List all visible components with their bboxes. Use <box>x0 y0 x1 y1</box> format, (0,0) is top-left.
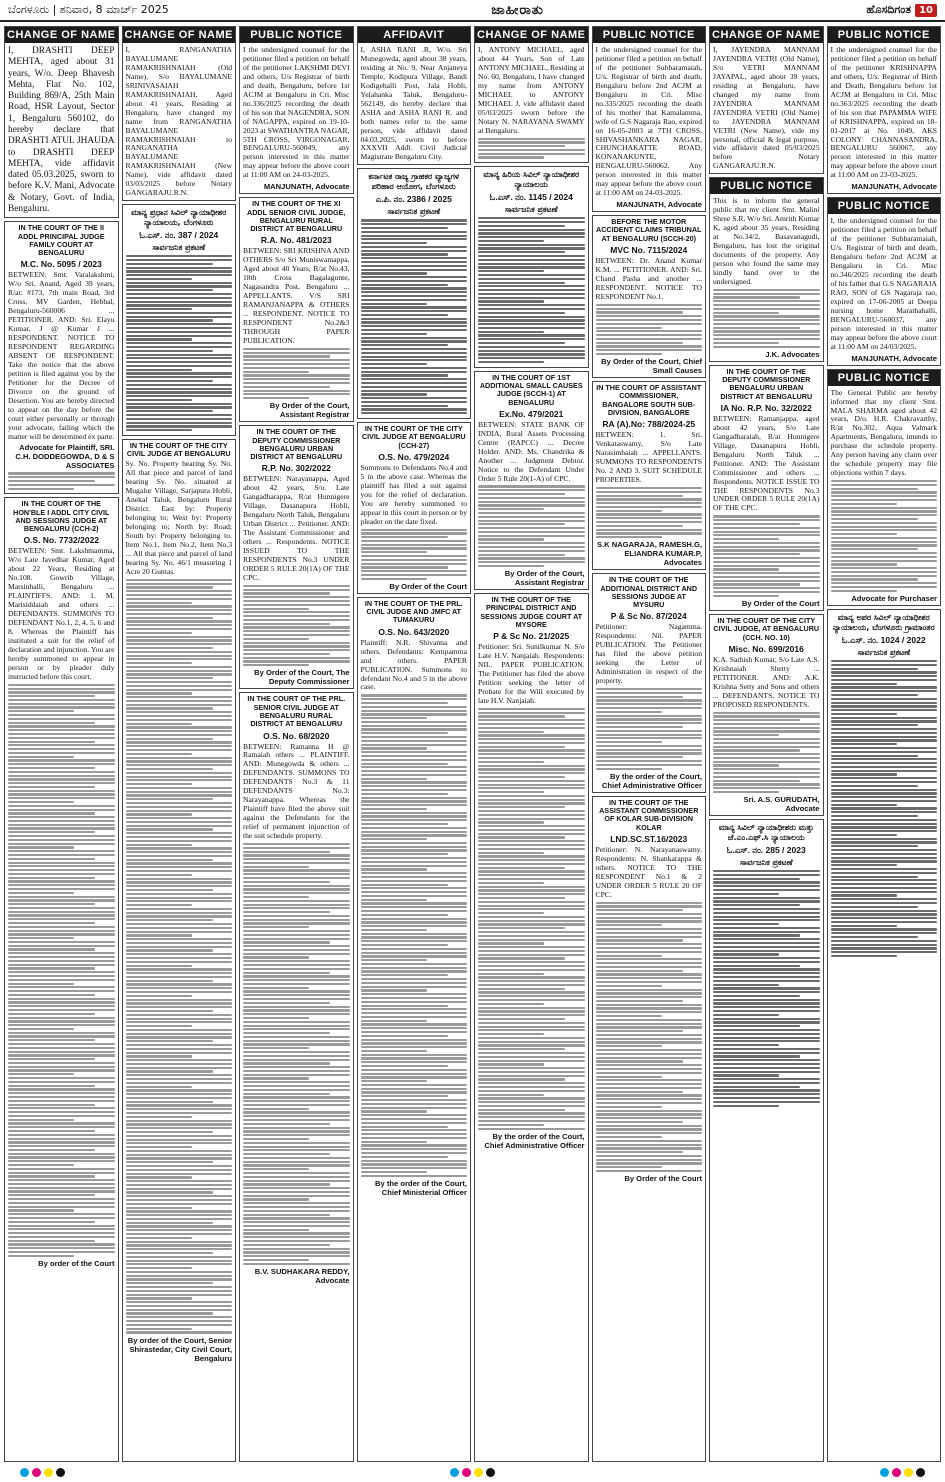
cyan-dot <box>450 1468 459 1477</box>
notice-title: PUBLIC NOTICE <box>828 27 941 43</box>
color-dots-left <box>20 1466 65 1478</box>
notice-signature: By Order of the Court <box>389 581 467 591</box>
yellow-dot <box>474 1468 483 1477</box>
kolar-commissioner-notice <box>592 796 707 1462</box>
case-number: ಎ.ಪಿ. ನಂ. 2386 / 2025 <box>375 194 452 205</box>
case-number: IA No. R.P. No. 32/2022 <box>720 402 812 413</box>
case-number: O.S. No. 479/2024 <box>378 451 450 462</box>
notice-signature: Advocate for Plaintiff, SRI. C.H. DODDEGOWDA, D & S ASSOCIATES <box>15 443 115 471</box>
notice-signature: By the order of the Court, Chief Administrative Officer <box>601 771 702 790</box>
page-number-badge: 10 <box>915 4 937 17</box>
text-filler <box>478 217 585 363</box>
court-heading: IN THE COURT OF THE CITY CIVIL JUDGE, AT BENGALURU (CCH. NO. 10) <box>713 615 820 642</box>
court-heading: IN THE COURT OF THE CITY CIVIL JUDGE AT BENGALURU <box>126 440 231 459</box>
case-number: R.P. No. 302/2022 <box>261 463 331 474</box>
court-heading: IN THE COURT OF THE DEPUTY COMMISSIONER BENGALURU URBAN DISTRICT AT BENGALURU <box>720 366 813 401</box>
text-filler <box>713 712 820 794</box>
kannada-notice-label: ಸಾರ್ವಜನಿಕ ಪ್ರಕಟಣೆ <box>857 647 911 657</box>
property-schedule-notice <box>122 439 237 1462</box>
notice-body: I the undersigned counsel for the petitioner filed a petition on behalf of the petitioner Subbaramaiah, U/s. Registrar of birth and death, Bengaluru before 2nd ACJM at Bengaluru in Cri. Misc no.335/2025 recording the death of his mother that Kamalamma, wife of G.S Nagaraja Rao, expired on 16-05-2003 at 7TH CROSS, SHIVASHANKARA NAGAR, CHUNCHAKATTE ROAD, KONANAKUNTE, BENGALURU-560062. Any person interested in this matter may appear before the above court at 11:00 AM on 24-03-2025. <box>595 45 702 198</box>
magenta-dot <box>892 1468 901 1477</box>
notice-body: I, JAYENDRA MANNAM JAYENDRA VETRI (Old Name), S/o VETRI MANNAM JAYAPAL, aged about 39 years, residing at Bengaluru, have changed my name from JAYENDRA MANNAM JAYENDRA VETRI (Old Name) to JAYENDRA MANNAM VETRI (New Name), vide my personal, official & legal purpose, vide affidavit dated 05/03/2025 before Notary GANGARAJU.R.N. <box>713 45 820 171</box>
notice-body: Petitioner: Sri. Sunilkumar N. S/o Late H.V. Nanjaiah. Respondents: NIL. PAPER PUBLICATION. The Petitioner has filed the above Petition seeking the letter of Probate for the Will executed by late H.V. Nanjaiah. <box>478 642 585 705</box>
court-heading: IN THE COURT OF ASSISTANT COMMISSIONER, BANGALORE SOUTH SUB-DIVISION, BANGALORE <box>596 383 702 417</box>
masthead-brand-name: ಹೊಸದಿಗಂತ <box>866 3 912 16</box>
notice-body: The General Public are hereby informed that my client Smt. MALA SHARMA aged about 42 years, D/o. H.R. Chakravarthy, R/at No.302, Aqua Valmark Apartments, Bengaluru, intends to purchase the schedule property. Any person having any claim over the schedule property may file objections within 7 days. <box>830 387 937 478</box>
notice-title: PUBLIC NOTICE <box>828 198 941 214</box>
notice-signature: By Order of the Court, The Deputy Commissioner <box>254 668 350 687</box>
notice-body: I, the undersigned counsel for the petitioner filed a petition on behalf of the petitioner Subbaramaiah, U/s. Registrar of birth and death, Bengaluru before 2nd ACJM at Bengaluru in Cri. Misc no.346/2025 recording the death of his father that G.S NAGARAJA RAO, SON of GS Nagaraja rao, expired on 17-06-2005 at Deepa nursing home Marathahalli, BENGALURU-560037, any person interested in this matter may appear before the above court at 11:00 AM on 24/03/2025. <box>830 216 937 351</box>
notice-signature: Advocate for Purchaser <box>851 593 937 603</box>
kannada-notice-label: ಸಾರ್ವಜನಿಕ ಪ್ರಕಟಣೆ <box>739 858 793 868</box>
notice-body: BETWEEN: SRI KRISHNA AND OTHERS S/o Sri Muniswamappa, Aged about 40 Years, R/at No.43, 18th Cross Bagalagunte, Nagasandra Post, Bengaluru ... APPELLANTS. V/S SRI RAMANJANAPPA & OTHERS ... RESPONDENT. NOTICE TO RESPONDENT No.2&3 THROUGH PAPER PUBLICATION. <box>243 246 350 345</box>
text-filler <box>831 660 938 957</box>
cyan-dot <box>20 1468 29 1477</box>
yellow-dot <box>44 1468 53 1477</box>
text-filler <box>8 684 115 1257</box>
notice-signature: MANJUNATH, Advocate <box>851 353 937 363</box>
case-number: P & Sc No. 87/2024 <box>610 611 687 622</box>
court-heading: IN THE COURT OF THE PRINCIPAL DISTRICT AND SESSIONS JUDGE COURT AT MYSORE <box>480 595 583 629</box>
text-filler <box>596 688 703 770</box>
court-heading: BEFORE THE MOTOR ACCIDENT CLAIMS TRIBUNAL AT BENGALURU (SCCH-20) <box>596 217 702 243</box>
kannada-court-heading: ಮಾನ್ಯ ಹಿರಿಯ ಸಿವಿಲ್ ನ್ಯಾಯಾಧೀಶರ ನ್ಯಾಯಾಲಯ <box>483 170 580 190</box>
notice-title: PUBLIC NOTICE <box>710 178 823 194</box>
change-of-name-notice <box>709 26 824 174</box>
kannada-court-heading: ಮಾನ್ಯ ಸಿವಿಲ್ ನ್ಯಾಯಾಧೀಶರು ಮತ್ತು ಜೆ.ಎಂ.ಎಫ್.ಸಿ ನ್ಯಾಯಾಲಯ <box>718 823 814 843</box>
notice-title: PUBLIC NOTICE <box>593 27 706 43</box>
kannada-court-heading: ಮಾನ್ಯ ಪ್ರಧಾನ ಸಿವಿಲ್ ನ್ಯಾಯಾಧೀಶರ ನ್ಯಾಯಾಲಯ, ಬೆಂಗಳೂರು <box>131 208 227 228</box>
kannada-jmfc-notice <box>709 819 824 1462</box>
court-heading: IN THE COURT OF THE II ADDL PRINCIPAL JUDGE FAMILY COURT AT BENGALURU <box>17 223 105 258</box>
change-of-name-notice <box>4 26 119 218</box>
text-filler <box>126 579 233 1334</box>
text-filler <box>478 485 585 567</box>
notice-signature: MANJUNATH, Advocate <box>851 182 937 192</box>
text-filler <box>596 902 703 1173</box>
notice-body: I, RANGANATHA BAYALUMANE RAMAKRISHNAIAH (Old Name), S/o BAYALUMANE SRINIVASAIAH RAMAKRISHNAIAH, Aged about 41 years, Residing at Bengaluru, have changed my name from RANGANATHA BAYALUMANE RAMAKRISHNAIAH to RANGANATHA BAYALUMANE RAMAKRISHNAIAH (New Name), vide affidavit dated 03/03/2025 before Notary GANGARAJU.R.N. <box>125 45 232 198</box>
small-causes-notice <box>474 371 589 590</box>
family-court-notice <box>4 221 119 494</box>
public-notice <box>709 177 824 361</box>
notice-signature: Sri. A.S. GURUDATH, Advocate <box>743 795 820 814</box>
text-filler <box>713 515 820 597</box>
column-7 <box>709 26 824 1462</box>
notice-signature: MANJUNATH, Advocate <box>616 200 702 210</box>
notice-signature: By Order of the Court <box>741 598 820 608</box>
text-filler <box>478 708 585 1130</box>
notice-body: Summons to Defendants No.4 and 5 in the above case. Whereas the plaintiff has filed a suit against you for the relief of declaration. You are hereby summoned to appear in this court in person or by pleader on the date fixed. <box>360 462 467 526</box>
notice-signature: MANJUNATH, Advocate <box>263 182 350 192</box>
case-number: RA (A).No: 788/2024-25 <box>602 419 696 430</box>
kannada-rural-court-notice <box>827 609 942 1462</box>
case-number: O.S. No. 68/2020 <box>263 730 330 741</box>
notice-body: I, DRASHTI DEEP MEHTA, aged about 31 years, W/o. Deep Bhavesh Mehta, Flat No. 102, Building 869/A, 25th Main Road, HSR Layout, Sector 1, Bengaluru 560102, do hereby declare that DRASHTI ATUL JHAUDA to DRASHTI DEEP MEHTA, vide affidavit dated 05.03.2025, sworn to before K.V. Mani, Advocate & Notary, Govt. of India, Bengaluru. <box>8 46 115 214</box>
column-1 <box>4 26 119 1462</box>
text-filler <box>243 843 350 1265</box>
notice-body: K.A. Sathish Kumar, S/o Late A.S. Krishnaiah Shetty ... PETITIONER. AND: A.K. Krishna Setty and Sons and others ... DEFENDANTS. NOTICE TO PROPOSED RESPONDENTS. <box>713 654 820 709</box>
kannada-senior-civil-notice <box>474 166 589 367</box>
notice-columns <box>4 26 941 1462</box>
text-filler <box>243 585 350 667</box>
notice-body: Petitioner: Nagamma. Respondents: Nil. PAPER PUBLICATION. The Petitioner has filed the above petition seeking the Letter of Administration in respect of the property. <box>595 622 702 686</box>
text-filler <box>831 480 938 592</box>
masthead-section: ಜಾಹೀರಾತು <box>491 2 544 18</box>
notice-signature: By the order of the Court, Chief Administrative Officer <box>484 1131 585 1150</box>
notice-title: AFFIDAVIT <box>358 27 471 43</box>
case-number: LND.SC.ST.16/2023 <box>610 833 688 844</box>
case-number: ಓ.ಎಸ್. ನಂ. 1024 / 2022 <box>841 634 926 645</box>
court-heading: IN THE COURT OF THE XI ADDL SENIOR CIVIL JUDGE, BENGALURU RURAL DISTRICT AT BENGALURU <box>247 199 346 234</box>
notice-body: This is to inform the general public that my client Smt. Malini Shree S.R. W/o Sri. Amrith Kumar K, aged about 35 years, Residing at No.34/2, Basavanagudi, Bengaluru, has lost the original documents of the property. Any person who found the same may kindly hand over to the undersigned. <box>713 196 820 286</box>
change-of-name-notice <box>122 26 237 201</box>
tumakuru-court-notice <box>357 597 472 1462</box>
notice-signature: By Order of the Court, Chief Small Causes <box>601 357 702 376</box>
deputy-commissioner-notice <box>239 425 354 689</box>
case-number: O.S. No. 643/2020 <box>378 626 450 637</box>
kannada-notice-label: ಸಾರ್ವಜನಿಕ ಪ್ರಕಟಣೆ <box>387 207 441 217</box>
masthead-brand <box>866 3 937 17</box>
notice-body: I the undersigned counsel for the petitioner filed a petition on behalf of the petitioner LAKSHMI DEVI and others, U/s Registrar of birth and death, Bengaluru, before 1st ACJM at Bengaluru in Cri. Misc no.336/2025 recording the death of his son that NAGENDRA, SON of NAGAPPA, expired on 19-10-2023 at SWATHANTRA NAGAR, 5TH CROSS, VIRGONAGAR, BENGALURU-560049, any person interested in this matter may appear before the above court at 11:00 AM on 24-03-2025. <box>243 45 350 180</box>
notice-body: BETWEEN: 1. Sri. Venkataswamy, S/o Late Narasimhaiah ... APPELLANTS. SUMMONS TO RESPONDENTS No. 2 AND 3. SUIT SCHEDULE PROPERTIES. <box>595 430 702 485</box>
affidavit-notice <box>357 26 472 165</box>
notice-signature: J.K. Advocates <box>765 349 820 359</box>
text-filler <box>243 348 350 399</box>
notice-body: BETWEEN: Narayanappa, Aged about 42 years, S/o. Late Gangadharappa, R/at Hunnigere Village, Dasanapura Hobli, Bengaluru North Taluk, Bengaluru Urban District ... Petitioner. AND: The Assistant Commissioner and others ... Respondents. NOTICE ISSUED TO THE RESPONDENTS No.3 UNDER ORDER 5 RULE 20(1A) OF THE CPC. <box>243 474 350 582</box>
masthead-date: ಬೆಂಗಳೂರು | ಶನಿವಾರ, 8 ಮಾರ್ಚ್ 2025 <box>8 3 169 16</box>
change-of-name-notice <box>474 26 589 163</box>
kannada-court-notice <box>122 204 237 436</box>
city-civil-misc-notice <box>709 614 824 816</box>
notice-title: PUBLIC NOTICE <box>240 27 353 43</box>
notice-body: BETWEEN: Dr. Anand Kumar K.M. ... PETITIONER. AND: Sri. Chand Pasha and another ... RESPONDENT. NOTICE TO RESPONDENT No.1. <box>595 256 702 301</box>
court-heading: IN THE COURT OF 1ST ADDITIONAL SMALL CAUSES JUDGE (SCCH-1) AT BENGALURU <box>479 372 583 407</box>
notice-signature: By Order of the Court, Assistant Registrar <box>504 569 585 588</box>
notice-signature: By order of the Court <box>38 1258 115 1268</box>
case-number: ಓ.ಎಸ್. ನಂ. 387 / 2024 <box>139 230 219 241</box>
case-number: MVC No. 7115/2024 <box>610 245 688 256</box>
notice-body: BETWEEN: STATE BANK OF INDIA, Rural Assets Processing Centre (RAPCC) ... Decree Holder. AND: Ms. Chandrika & Another ... Judgment Debtor. Notice to the Defendant Under Order 5 Rule 20(1-A) of CPC. <box>478 419 585 483</box>
kannada-consumer-notice <box>357 168 472 419</box>
case-number: ಓ.ಎಸ್. ನಂ. 285 / 2023 <box>726 845 806 856</box>
black-dot <box>916 1468 925 1477</box>
notice-title: CHANGE OF NAME <box>475 27 588 43</box>
kannada-notice-label: ಸಾರ್ವಜನಿಕ ಪ್ರಕಟಣೆ <box>504 205 558 215</box>
magenta-dot <box>32 1468 41 1477</box>
column-6 <box>592 26 707 1462</box>
notice-body: BETWEEN: Smt. Lakshmamma, W/o Late Javedhar Kumar, Aged about 22 Years, Residing at No.108. Gowrib Village, Marsinhalli, Bengaluru ... PLAINTIFFS. AND: 1. M. Marisiddaiah and others ... DEFENDANTS. SUMMONS TO DEFENDANT No.1, 2, 4, 5, 6 and 8. Whereas the Plaintiff has instituted a suit for the relief of declaration and injunction. You are hereby summoned to appear in person or by pleader duly instructed before this court. <box>8 546 115 681</box>
notice-body: Plaintiff: N.R. Shivanna and others. Defendants: Kempamma and others. PAPER PUBLICATION. Summons to defendant No.4 and 5 in the above case. <box>360 637 467 692</box>
notice-body: BETWEEN: Smt. Varalakshmi, W/o Sri. Anand, Aged 39 years, R/at: #173, 7th main Road, 3rd Cross, MV Garden, Hebbal, Bengaluru-560006 ... PETITIONER. AND: Sri. Elayu Kumar, J @ Kumar J ... RESPONDENT. NOTICE TO RESPONDENT REGARDING ABSENT OF RESPONDENT. Take the notice that the above petition is filed against you by the Petitioner for the Decree of Divorce on the ground of Desertion. You are hereby directed to appear on the day before the court either personally or through your advocate, failing which the matter will be determined ex parte. <box>8 270 115 441</box>
text-filler <box>361 529 468 580</box>
case-number: R.A. No. 481/2023 <box>260 235 332 246</box>
notice-title: CHANGE OF NAME <box>710 27 823 43</box>
column-2 <box>122 26 237 1462</box>
city-civil-summons-notice <box>357 422 472 594</box>
public-notice <box>592 26 707 212</box>
column-3 <box>239 26 354 1462</box>
notice-signature: By Order of the Court, Assistant Registrar <box>269 401 350 420</box>
magenta-dot <box>462 1468 471 1477</box>
text-filler <box>8 472 115 489</box>
text-filler <box>713 870 820 1107</box>
black-dot <box>486 1468 495 1477</box>
cyan-dot <box>880 1468 889 1477</box>
column-4 <box>357 26 472 1462</box>
column-5 <box>474 26 589 1462</box>
text-filler <box>361 219 468 414</box>
text-filler <box>596 487 703 538</box>
kannada-court-heading: ಕರ್ನಾಟಕ ರಾಜ್ಯ ಗ್ರಾಹಕರ ವ್ಯಾಜ್ಯಗಳ ಪರಿಹಾರ ಆಯೋಗ, ಬೆಂಗಳೂರು <box>368 172 460 192</box>
kannada-court-heading: ಮಾನ್ಯ ಅಪರ ಸಿವಿಲ್ ನ್ಯಾಯಾಧೀಶರ ನ್ಯಾಯಾಲಯ, ಬೆಂಗಳೂರು ಗ್ರಾಮಾಂತರ <box>832 612 935 632</box>
notice-body: I the undersigned counsel for the petitioner filed a petition on behalf of the petitioner KRISHNAPPA and others, U/s. Registrar of Birth and Death, Bengaluru before 1st ACJM at Bengaluru in Cri. Misc no.363/2025 recording the death of his son that PAPAMMA WIFE of KRISHNAPPA, expired on 18-01-2017 at No. 1049, AKS COLONY CHANNASANDRA, BENGALURU 560067, any person interested in this matter may appear before the above court at 11:00 AM on 23-03-2025. <box>830 45 937 180</box>
case-number: M.C. No. 5095 / 2023 <box>20 259 102 270</box>
kannada-notice-label: ಸಾರ್ವಜನಿಕ ಪ್ರಕಟಣೆ <box>152 243 206 253</box>
notice-body: Sy. No. Property bearing Sy. No. All that piece and parcel of land bearing Sy. No. situated at Mugalur Village, Sarjapura Hobli, Anekal Taluk, Bengaluru Rural District. East by: Property belonging to; West by: Property belonging to; North by: Road; South by: Property belonging to. Item No.1, Item No.2, Item No.3 ... All that piece and parcel of land bearing Sy. No. 46/1 measuring 1 Acre 20 Guntas. <box>125 459 232 576</box>
masthead <box>0 0 945 22</box>
registration-color-bar <box>0 1466 945 1478</box>
public-notice <box>239 26 354 194</box>
notice-title: CHANGE OF NAME <box>123 27 236 43</box>
mysuru-sessions-notice <box>592 573 707 792</box>
color-dots-center <box>450 1466 495 1478</box>
yellow-dot <box>904 1468 913 1477</box>
notice-body: Petitioner: N. Narayanaswamy. Respondents: N. Shankarappa & others. NOTICE TO THE RESPONDENT No.1 & 2 UNDER ORDER 5 RULE 20 OF CPC. <box>595 844 702 899</box>
public-notice <box>827 197 942 365</box>
text-filler <box>361 694 468 1176</box>
civil-sessions-notice <box>4 497 119 1462</box>
notice-body: I, ASHA RANI .R, W/o. Sri Munegowda, aged about 38 years, residing at No. 9, Near Anjaneya Temple, Kodipura Village, Bandi Kodigehalli Post, Jala Hobli, Yelahanka Taluk, Bengaluru-562149, do hereby declare that ASHA and ASHA RANI R. and both names refer to the same person, vide affidavit dated 04.03.2025, sworn to before XXXVII Addl. Civil Judicial Magistrate Bengaluru City. <box>360 45 467 162</box>
court-heading: IN THE COURT OF THE CITY CIVIL JUDGE AT BENGALURU (CCH-27) <box>361 424 466 450</box>
color-dots-right <box>880 1466 925 1478</box>
court-heading: IN THE COURT OF THE ADDITIONAL DISTRICT AND SESSIONS JUDGE AT MYSURU <box>600 575 698 610</box>
text-filler <box>713 289 820 348</box>
court-heading: IN THE COURT OF THE DEPUTY COMMISSIONER BENGALURU URBAN DISTRICT AT BENGALURU <box>250 427 343 462</box>
notice-body: BETWEEN: Ramanjappa, aged about 42 years, S/o Late Gangadharaiah, R/at Hunnigere Village, Dasanapura Hobli, Bengaluru North Taluk ... Petitioner. AND: The Assistant Commissioner and others ... Respondents. NOTICE ISSUE TO THE RESPONDENTS No.3 UNDER ORDER 5 RULE 20(1A) OF THE CPC. <box>713 413 820 513</box>
case-number: ಓ.ಎಸ್. ನಂ. 1145 / 2024 <box>489 192 573 203</box>
mysore-district-court-notice <box>474 593 589 1462</box>
case-number: O.S. No. 7732/2022 <box>23 535 100 546</box>
case-number: P & Sc No. 21/2025 <box>493 631 570 642</box>
notice-signature: S.K NAGARAJA, RAMESH.G, ELIANDRA KUMAR.P, Advocates <box>596 540 702 568</box>
motor-accident-tribunal-notice <box>592 215 707 378</box>
notice-title: PUBLIC NOTICE <box>828 370 941 386</box>
column-8 <box>827 26 942 1462</box>
notice-signature: B.V. SUDHAKARA REDDY, Advocate <box>254 1266 350 1285</box>
notice-signature: By the order of the Court, Chief Ministerial Officer <box>375 1178 467 1197</box>
court-heading: IN THE COURT OF THE PRL. CIVIL JUDGE AND JMFC AT TUMAKURU <box>364 598 463 625</box>
senior-civil-judge-notice <box>239 197 354 422</box>
case-number: Ex.No. 479/2021 <box>499 408 564 419</box>
notice-body: BETWEEN: Ramanna H @ Ramaiah others ... PLAINTIFF. AND: Munegowda & others ... DEFENDANTS. SUMMONS TO DEFENDANTS No.3 & 11 DEFENDANTS No.3: Narayanappa. Whereas the Plaintiff have filed the above suit against the Defendants for the relief of permanent injunction of the suit schedule property. <box>243 741 350 841</box>
text-filler <box>596 304 703 355</box>
court-heading: IN THE COURT OF THE PRL. SENIOR CIVIL JUDGE AT BENGALURU RURAL DISTRICT AT BENGALURU <box>247 694 346 729</box>
court-heading: IN THE COURT OF THE HON'BLE I ADDL CITY CIVIL AND SESSIONS JUDGE AT BENGALURU (CCH-2) <box>13 499 110 534</box>
deputy-commissioner-notice <box>709 365 824 611</box>
prl-senior-civil-notice <box>239 692 354 1462</box>
text-filler <box>478 138 585 159</box>
court-heading: IN THE COURT OF THE ASSISTANT COMMISSIONER OF KOLAR SUB-DIVISION KOLAR <box>599 797 699 832</box>
notice-signature: By order of the Court, Senior Shirastedar, City Civil Court, Bengaluru <box>127 1335 232 1363</box>
text-filler <box>126 255 233 431</box>
notice-title: CHANGE OF NAME <box>5 27 118 43</box>
public-notice <box>827 369 942 606</box>
notice-body: I, ANTONY MICHAEL, aged about 44 Years, Son of Late ANTONY MICHAEL, Residing at No. 60, Bengaluru, I have changed my name from ANTONY MICHAEL to ANTONY MICHAEL J, vide affidavit dated 05/03/2025 sworn before the Notary N. NARAYANA SWAMY at Bengaluru. <box>478 45 585 135</box>
notice-signature: By Order of the Court <box>624 1174 702 1184</box>
case-number: Misc. No. 699/2016 <box>728 643 804 654</box>
public-notice <box>827 26 942 194</box>
black-dot <box>56 1468 65 1477</box>
assistant-commissioner-notice <box>592 381 707 570</box>
